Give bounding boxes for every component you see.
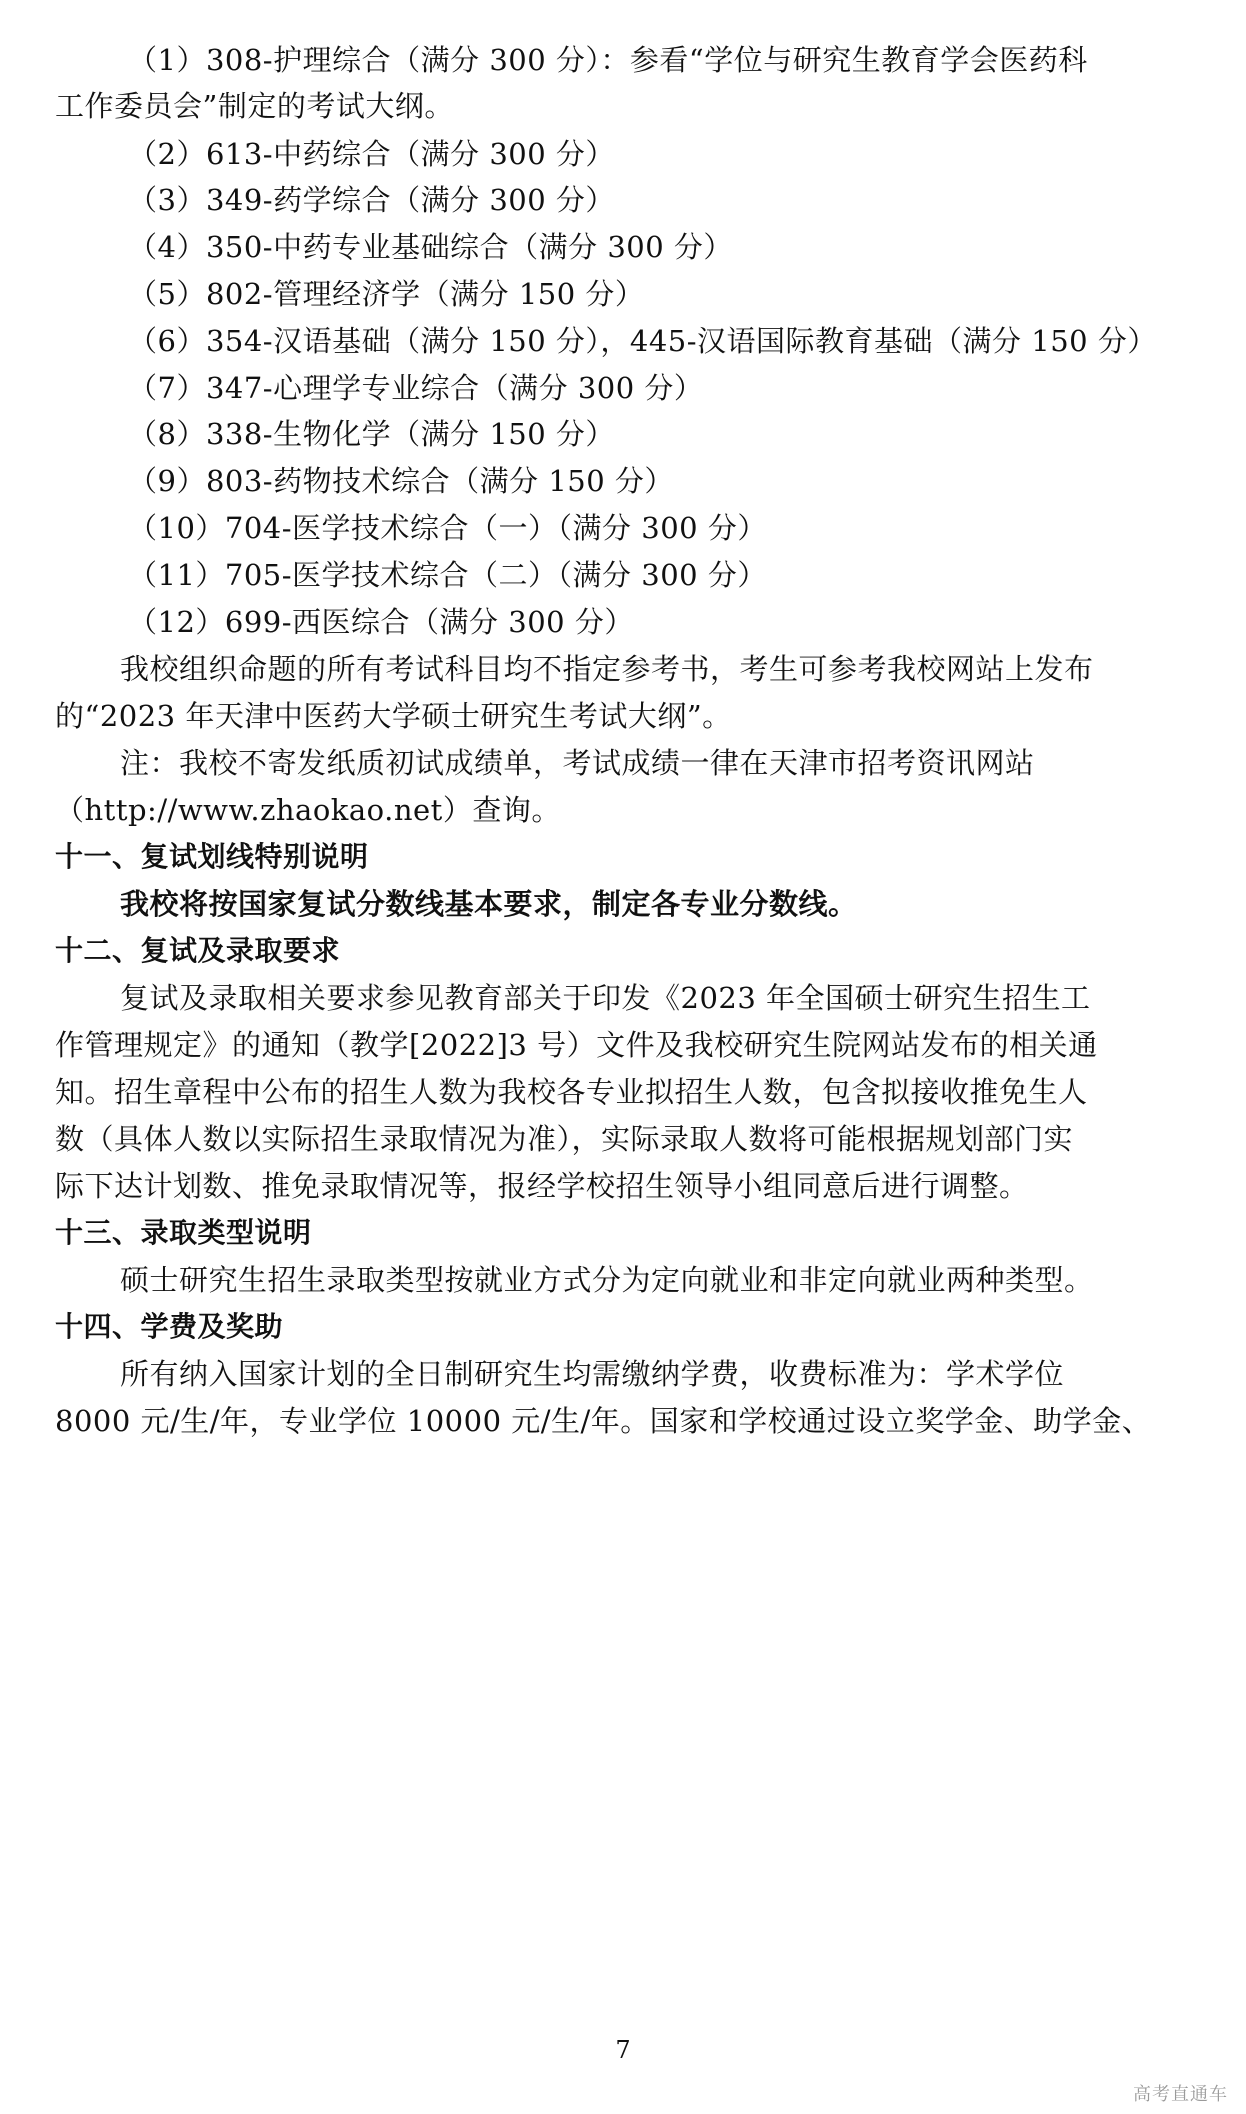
section-12-line-3: 知。招生章程中公布的招生人数为我校各专业拟招生人数，包含拟接收推免生人 (55, 1075, 1088, 1109)
exam-item-5: （5）802-管理经济学（满分 150 分） (128, 277, 645, 311)
note-paragraph-line-1: 注：我校不寄发纸质初试成绩单，考试成绩一律在天津市招考资讯网站 (120, 746, 1035, 780)
exam-item-8: （8）338-生物化学（满分 150 分） (128, 417, 615, 451)
section-14-heading: 十四、学费及奖助 (55, 1310, 284, 1343)
section-12-line-4: 数（具体人数以实际招生录取情况为准），实际录取人数将可能根据规划部门实 (55, 1122, 1074, 1156)
page-number: 7 (615, 2036, 631, 2064)
exam-item-7: （7）347-心理学专业综合（满分 300 分） (128, 371, 704, 405)
exam-item-9: （9）803-药物技术综合（满分 150 分） (128, 464, 674, 498)
section-11-body: 我校将按国家复试分数线基本要求，制定各专业分数线。 (120, 887, 858, 921)
section-12-line-5: 际下达计划数、推免录取情况等，报经学校招生领导小组同意后进行调整。 (55, 1169, 1029, 1203)
exam-item-1-continued: 工作委员会”制定的考试大纲。 (55, 89, 454, 123)
exam-item-6: （6）354-汉语基础（满分 150 分），445-汉语国际教育基础（满分 150 分） (128, 324, 1157, 358)
section-12-line-2: 作管理规定》的通知（教学[2022]3 号）文件及我校研究生院网站发布的相关通 (55, 1028, 1098, 1062)
exam-item-3: （3）349-药学综合（满分 300 分） (128, 183, 615, 217)
exam-item-2: （2）613-中药综合（满分 300 分） (128, 137, 615, 171)
section-13-heading: 十三、录取类型说明 (55, 1216, 312, 1249)
exam-item-4: （4）350-中药专业基础综合（满分 300 分） (128, 230, 733, 264)
section-14-line-2: 8000 元/生/年，专业学位 10000 元/生/年。国家和学校通过设立奖学金、助学金、 (55, 1404, 1152, 1438)
exam-item-10: （10）704-医学技术综合（一）（满分 300 分） (128, 511, 767, 545)
exam-item-12: （12）699-西医综合（满分 300 分） (128, 605, 634, 639)
section-12-line-1: 复试及录取相关要求参见教育部关于印发《2023 年全国硕士研究生招生工 (120, 981, 1091, 1015)
note-paragraph-line-2: （http://www.zhaokao.net）查询。 (55, 793, 561, 827)
exam-item-1: （1）308-护理综合（满分 300 分）：参看“学位与研究生教育学会医药科 (128, 43, 1088, 77)
reference-paragraph-line-2: 的“2023 年天津中医药大学硕士研究生考试大纲”。 (55, 699, 732, 733)
reference-paragraph-line-1: 我校组织命题的所有考试科目均不指定参考书，考生可参考我校网站上发布 (120, 652, 1094, 686)
section-14-line-1: 所有纳入国家计划的全日制研究生均需缴纳学费，收费标准为：学术学位 (120, 1357, 1065, 1391)
section-13-body: 硕士研究生招生录取类型按就业方式分为定向就业和非定向就业两种类型。 (120, 1263, 1094, 1297)
section-11-heading: 十一、复试划线特别说明 (55, 840, 369, 873)
exam-item-11: （11）705-医学技术综合（二）（满分 300 分） (128, 558, 767, 592)
watermark-text: 高考直通车 (1133, 2084, 1228, 2105)
section-12-heading: 十二、复试及录取要求 (55, 934, 341, 967)
